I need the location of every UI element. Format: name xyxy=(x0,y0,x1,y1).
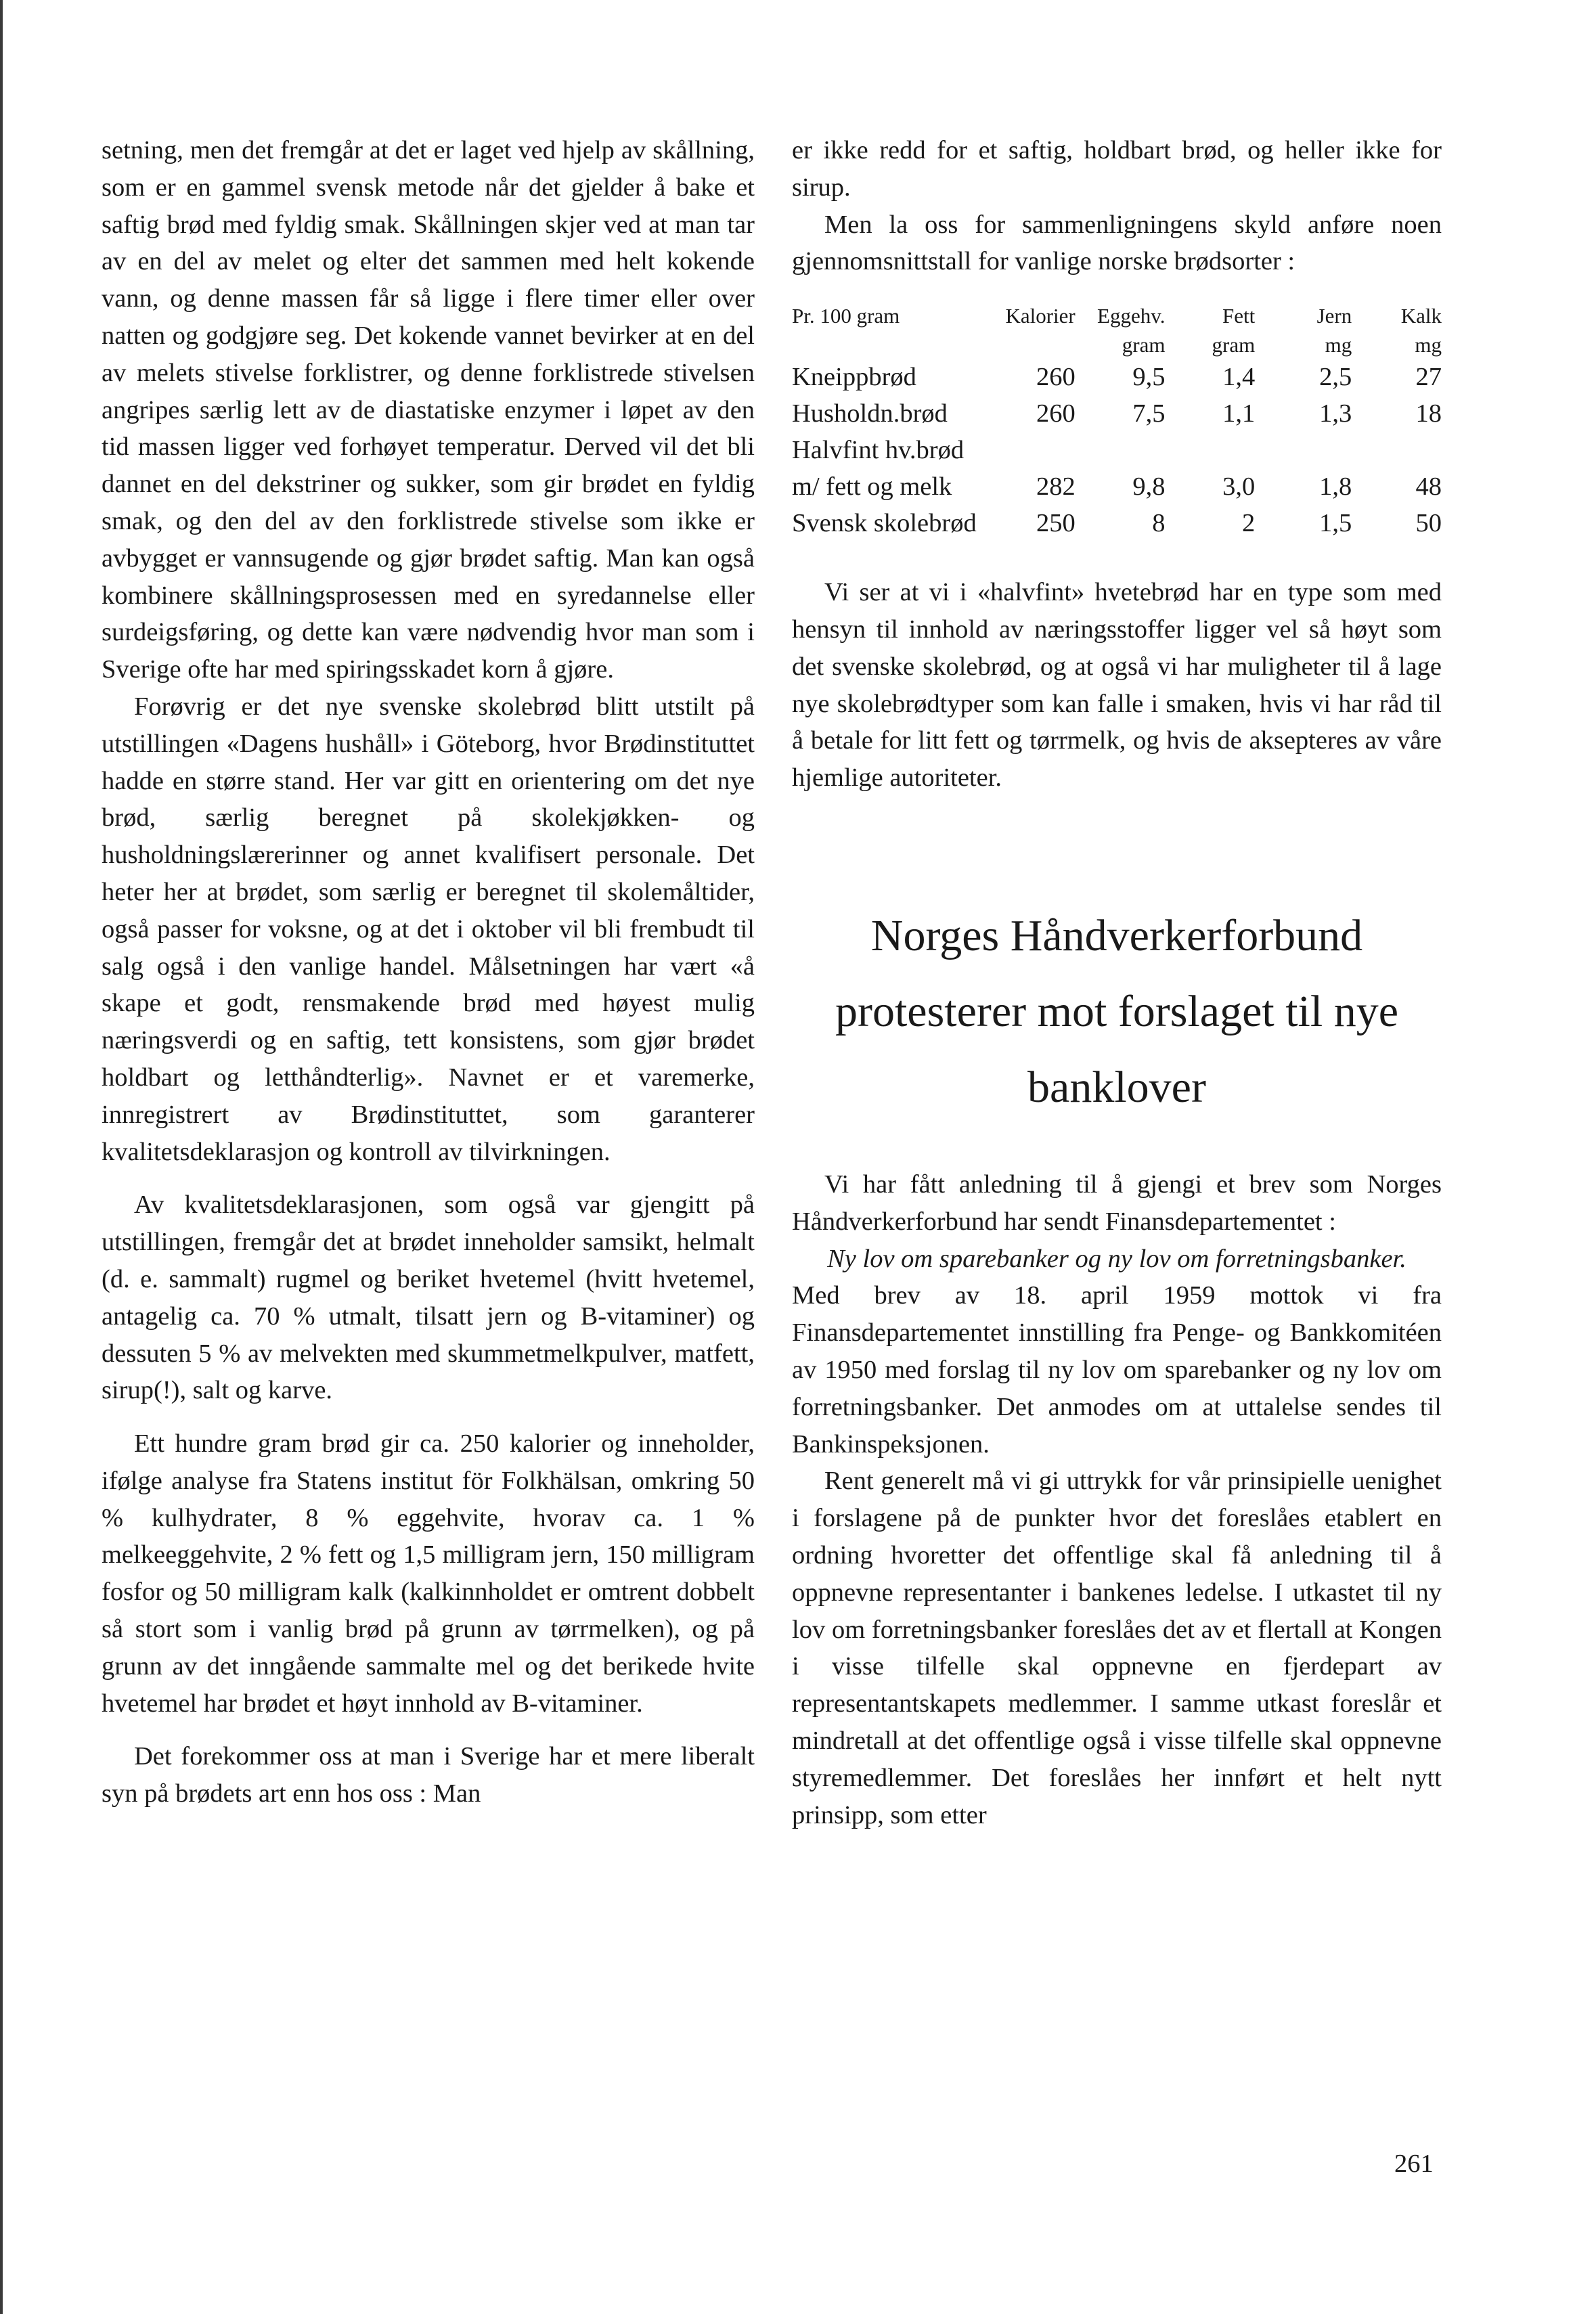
table-cell: 27 xyxy=(1415,363,1442,392)
table-unit-cell: gram xyxy=(1212,333,1256,357)
table-cell: Kneippbrød xyxy=(792,363,916,392)
table-row xyxy=(792,468,1442,505)
table-cell xyxy=(1352,432,1442,468)
table-cell: 1,1 xyxy=(1222,399,1256,428)
table-header-cell: Jern xyxy=(1316,304,1352,328)
table-row xyxy=(792,505,1442,541)
table-cell: 1,4 xyxy=(1222,363,1256,392)
table-cell: 282 xyxy=(1036,472,1076,502)
table-unit-cell xyxy=(792,332,985,359)
table-cell: 8 xyxy=(1152,509,1166,538)
table-cell xyxy=(1076,432,1166,468)
paragraph: Av kvalitetsdeklarasjonen, som også var gjengitt på utstillingen, fremgår det at brødet inneholder samsikt, helmalt (d. e. sammalt) rugmel og beriket hvetemel (hvitt hvetemel, antagelig ca. 70 % utmalt, tilsatt jern og B-vitaminer) og dessuten 5 % av melvekten med skummetmelkpulver, matfett, sirup(!), salt og karve. xyxy=(102,1191,755,1405)
table-header-cell: Pr. 100 gram xyxy=(792,304,900,328)
paragraph: Men la oss for sammenligningens skyld anføre noen gjennomsnittstall for vanlige norske brødsorter : xyxy=(792,210,1442,276)
table-header-row xyxy=(792,301,1442,332)
table-cell: 18 xyxy=(1415,399,1442,428)
table-unit-cell: gram xyxy=(1122,333,1166,357)
table-unit-cell: mg xyxy=(1325,333,1352,357)
table-row xyxy=(792,359,1442,395)
table-cell: Svensk skolebrød xyxy=(792,509,977,538)
table-cell: Husholdn.brød xyxy=(792,399,948,428)
table-row xyxy=(792,395,1442,432)
paragraph: Det forekommer oss at man i Sverige har et mere liberalt syn på brødets art enn hos oss : Man xyxy=(102,1742,755,1808)
page-number: 261 xyxy=(1394,2150,1434,2178)
paragraph: er ikke redd for et saftig, holdbart brød, og heller ikke for sirup. xyxy=(792,136,1442,202)
table-cell: 2,5 xyxy=(1319,363,1352,392)
nutrition-table xyxy=(792,301,1442,541)
table-cell: 48 xyxy=(1415,472,1442,502)
table-cell: 260 xyxy=(1036,399,1076,428)
table-header-cell: Kalorier xyxy=(1005,304,1076,328)
paragraph: Ett hundre gram brød gir ca. 250 kalorier og inneholder, ifølge analyse fra Statens institut för Folkhälsan, omkring 50 % kulhydrater, 8 % eggehvite, hvorav ca. 1 % melkeeggehvite, 2 % fett og 1,5 milligram jern, 150 milligram fosfor og 50 milligram kalk (kalkinnholdet er omtrent dobbelt så stort som i vanlig brød på grunn av tørrmelken), og på grunn av det inngående sammalte mel og det berikede hvite hvetemel har brødet et høyt innhold av B-vitaminer. xyxy=(102,1429,755,1718)
table-cell: m/ fett og melk xyxy=(792,472,952,502)
table-cell: 9,5 xyxy=(1132,363,1166,392)
paragraph: Rent generelt må vi gi uttrykk for vår prinsipielle uenighet i forslagene på de punkter hvor det foreslåes etablert en ordning hvoretter det offentlige skal få anledning til å oppnevne representanter i bankenes ledelse. I utkastet til ny lov om forretningsbanker foreslåes det av et flertall at Kongen i visse tilfelle skal oppnevne en fjerdepart av representantskapets medlemmer. I samme utkast foreslår et mindretall at det offentlige også i visse tilfelle skal oppnevne styremedlemmer. Det foreslåes her innført et helt nytt prinsipp, som etter xyxy=(792,1467,1442,1829)
paragraph: Med brev av 18. april 1959 mottok vi fra Finansdepartementet innstilling fra Penge- og Bankkomitéen av 1950 med forslag til ny lov om sparebanker og ny lov om forretningsbanker. Det anmodes om at uttalelse sendes til Bankinspeksjonen. xyxy=(792,1281,1442,1459)
right-column xyxy=(792,132,1442,1833)
table-cell: 1,5 xyxy=(1319,509,1352,538)
table-header-cell: Kalk xyxy=(1400,304,1442,328)
table-cell xyxy=(1165,432,1255,468)
table-header-cell: Eggehv. xyxy=(1097,304,1166,328)
table-header-cell: Fett xyxy=(1222,304,1256,328)
paragraph: Vi har fått anledning til å gjengi et brev som Norges Håndverkerforbund har sendt Finansdepartementet : xyxy=(792,1170,1442,1236)
table-cell: 260 xyxy=(1036,363,1076,392)
paragraph: Forøvrig er det nye svenske skolebrød blitt utstilt på utstillingen «Dagens hushåll» i Göteborg, hvor Brødinstituttet hadde en større stand. Her var gitt en orientering om det nye brød, særlig beregnet på skolekjøkken- og husholdningslærerinner og annet kvalifisert personale. Det heter her at brødet, som særlig er beregnet til skolemåltider, også passer for voksne, og at det i oktober vil bli frembudt til salg også i den vanlige handel. Målsetningen har vært «å skape et godt, rensmakende brød med høyest mulig næringsverdi og en saftig, tett konsistens, som gjør brødet holdbart og letthåndterlig». Navnet er et varemerke, innregistrert av Brødinstituttet, som garanterer kvalitetsdeklarasjon og kontroll av tilvirkningen. xyxy=(102,692,755,1166)
table-cell: 1,3 xyxy=(1319,399,1352,428)
page-edge-line xyxy=(0,0,3,2314)
article-heading: Norges Håndverkerforbund protesterer mot forslaget til nye banklover xyxy=(835,910,1399,1112)
table-cell: 1,8 xyxy=(1319,472,1352,502)
table-cell: 50 xyxy=(1415,509,1442,538)
table-row xyxy=(792,432,1442,468)
table-unit-cell xyxy=(985,332,1076,359)
left-column xyxy=(102,132,755,1812)
table-cell: 250 xyxy=(1036,509,1076,538)
table-cell: Halvfint hv.brød xyxy=(792,436,965,465)
table-units-row xyxy=(792,332,1442,359)
table-cell xyxy=(1255,432,1352,468)
table-unit-cell: mg xyxy=(1415,333,1442,357)
table-cell: 9,8 xyxy=(1132,472,1166,502)
table-cell: 2 xyxy=(1242,509,1256,538)
table-cell: 7,5 xyxy=(1132,399,1166,428)
paragraph: setning, men det fremgår at det er laget ved hjelp av skållning, som er en gammel svensk metode når det gjelder å bake et saftig brød med fyldig smak. Skållningen skjer ved at man tar av en del av melet og elter det sammen med helt kokende vann, og denne massen får så ligge i flere timer eller over natten og godgjøre seg. Det kokende vannet bevirker at en del av melets stivelse forklistrer, og denne forklistrede stivelsen angripes særlig lett av de diastatiske enzymer i løpet av den tid massen ligger ved forhøyet temperatur. Derved vil det bli dannet en del dekstriner og sukker, som gir brødet en fyldig smak, og den del av den forklistrede stivelse som ikke er avbygget er vannsugende og gjør brødet saftig. Man kan også kombinere skållningsprosessen med en syredannelse eller surdeigsføring, og dette kan være nødvendig hvor man som i Sverige ofte har med spiringsskadet korn å gjøre. xyxy=(102,136,755,684)
table-cell xyxy=(985,432,1076,468)
letter-title: Ny lov om sparebanker og ny lov om forretningsbanker. xyxy=(827,1244,1406,1273)
paragraph: Vi ser at vi i «halvfint» hvetebrød har en type som med hensyn til innhold av næringsstoffer ligger vel så høyt som det svenske skolebrød, og at også vi har muligheter til å lage nye skolebrødtyper som kan falle i smaken, hvis vi har råd til å betale for litt fett og tørrmelk, og hvis de aksepteres av våre hjemlige autoriteter. xyxy=(792,578,1442,793)
table-cell: 3,0 xyxy=(1222,472,1256,502)
